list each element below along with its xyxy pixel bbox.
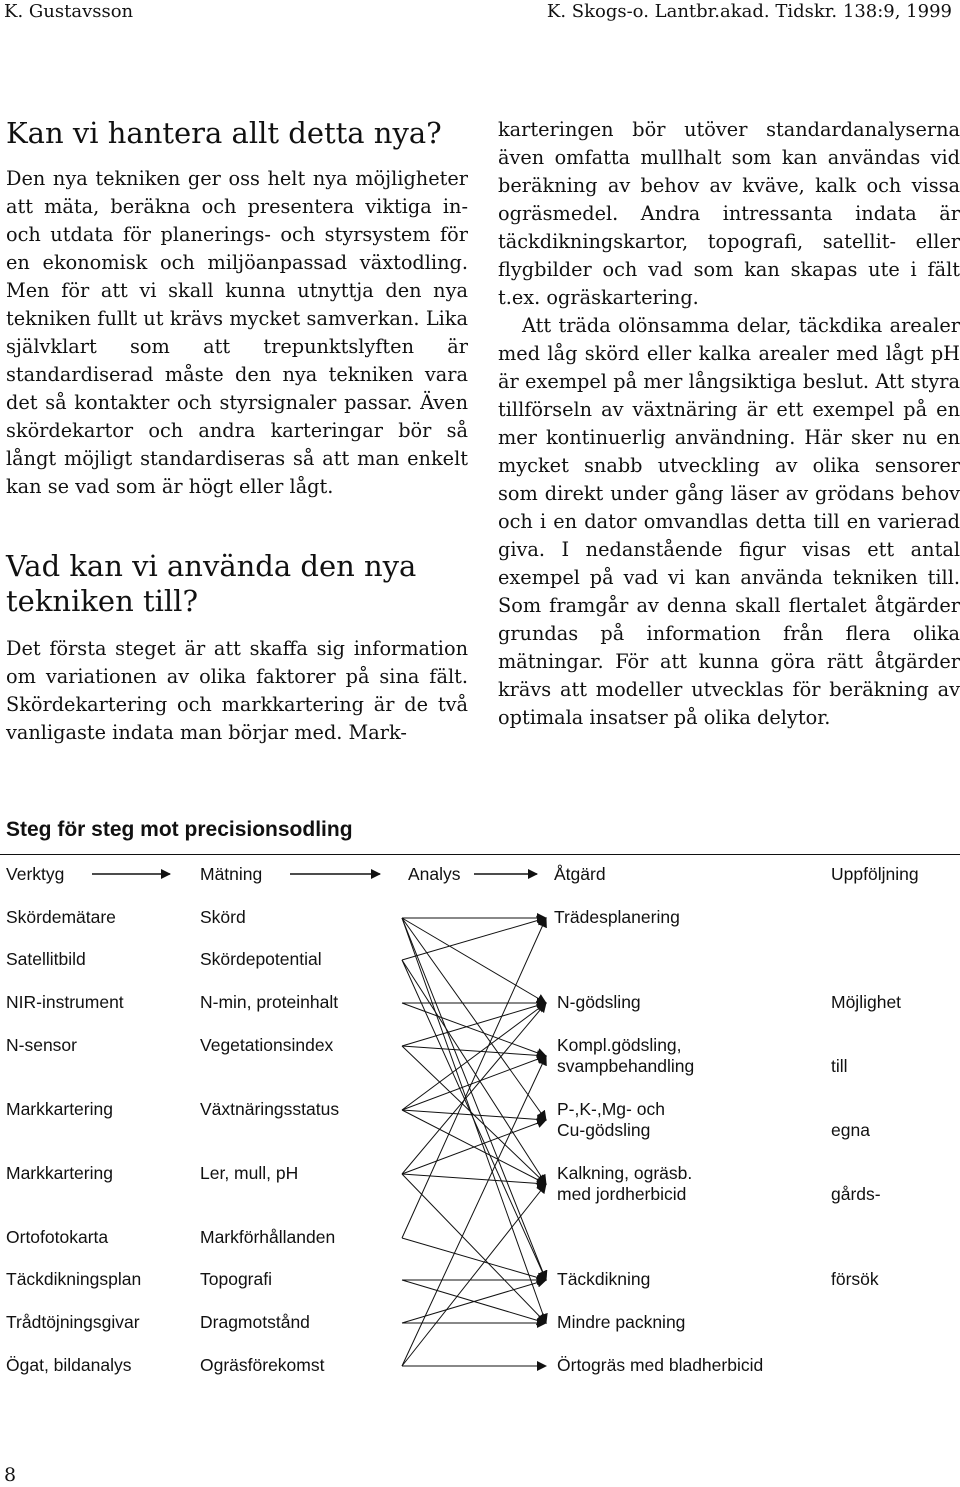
measurement-label: Topografi xyxy=(200,1269,272,1289)
connection-arrow xyxy=(402,1003,546,1174)
measurement-label: Skörd xyxy=(200,907,246,927)
action-label-continued: svampbehandling xyxy=(557,1056,695,1076)
connection-arrow xyxy=(402,1003,546,1056)
connection-arrow xyxy=(402,1174,546,1184)
measurement-label: Markförhållanden xyxy=(200,1227,336,1247)
connection-arrow xyxy=(402,918,546,960)
column-header-action: Åtgärd xyxy=(554,864,606,884)
right-text-column xyxy=(498,116,960,732)
left-text-column xyxy=(6,116,468,747)
measurement-label: N-min, proteinhalt xyxy=(200,992,339,1012)
followup-label: försök xyxy=(831,1269,879,1289)
connection-arrow xyxy=(402,1110,546,1184)
connection-arrow xyxy=(402,918,546,1323)
connection-arrow xyxy=(402,1003,546,1046)
running-header-author: K. Gustavsson xyxy=(4,1,134,22)
running-header-journal: K. Skogs-o. Lantbr.akad. Tidskr. 138:9, 1999 xyxy=(546,1,952,22)
action-label: Trädesplanering xyxy=(554,907,680,927)
measurement-label: Skördepotential xyxy=(200,949,322,969)
connection-arrow xyxy=(402,1238,546,1280)
paragraph-first-step: Det första steget är att skaffa sig information om variationen av olika faktorer på sina fält. Skördekartering och markkartering är de två vanligaste indata man börjar med. Mark- xyxy=(6,637,468,744)
action-label: Mindre packning xyxy=(557,1312,686,1332)
action-label: P-,K-,Mg- och xyxy=(557,1099,665,1119)
connection-arrow xyxy=(402,918,546,1003)
tool-label: Markkartering xyxy=(6,1099,113,1119)
connection-arrow xyxy=(402,918,546,1120)
connection-arrow xyxy=(402,1174,546,1323)
action-label: Kalkning, ogräsb. xyxy=(557,1163,693,1183)
tool-label: Ortofotokarta xyxy=(6,1227,109,1247)
tool-label: Ögat, bildanalys xyxy=(6,1355,132,1375)
connection-arrow xyxy=(402,1110,546,1120)
followup-label: gårds- xyxy=(831,1184,881,1204)
tool-label: Markkartering xyxy=(6,1163,113,1183)
connection-arrow xyxy=(402,960,546,1280)
connection-arrow xyxy=(402,1280,546,1323)
column-header-measurement: Mätning xyxy=(200,864,263,884)
tool-label: Trådtöjningsgivar xyxy=(6,1312,140,1332)
tool-label: N-sensor xyxy=(6,1035,77,1055)
connection-arrow xyxy=(402,1056,546,1110)
followup-label: Möjlighet xyxy=(831,992,902,1012)
action-label-continued: Cu-gödsling xyxy=(557,1120,651,1140)
column-header-followup: Uppföljning xyxy=(831,864,919,884)
action-label: Kompl.gödsling, xyxy=(557,1035,682,1055)
connection-arrow xyxy=(402,1046,546,1056)
connection-arrow xyxy=(402,918,546,1280)
paragraph-soil-mapping: karteringen bör utöver standardanalyserna även omfatta mullhalt som kan användas vid beräkning av behov av kväve, kalk och vissa ogräsmedel. Andra intressanta indata är täckdikningskartor, topografi, satellit- eller flygbilder och vad som kan skapas ute i fält t.ex. ogräskartering. xyxy=(498,118,960,309)
connection-arrow xyxy=(402,1003,546,1110)
connection-arrow xyxy=(402,960,546,1184)
tool-label: Skördemätare xyxy=(6,907,116,927)
followup-label: egna xyxy=(831,1120,870,1140)
measurement-label: Växtnäringsstatus xyxy=(200,1099,340,1119)
connection-arrow xyxy=(402,1056,546,1366)
analysis-connections xyxy=(402,918,546,1366)
measurement-label: Ler, mull, pH xyxy=(200,1163,299,1183)
measurement-label: Ogräsförekomst xyxy=(200,1355,325,1375)
figure-title: Steg för steg mot precisionsodling xyxy=(6,818,353,841)
section-heading-handle-new: Kan vi hantera allt detta nya? xyxy=(6,116,442,150)
paragraph-handle-new: Den nya tekniken ger oss helt nya möjligheter att mäta, beräkna och presentera viktiga in- och utdata för planerings- och styrsystem för en ekonomisk och miljöanpassad växtodling. Men för att vi skall kunna utnyttja den nya tekniken fullt ut krävs mycket samverkan. Lika självklart som att trepunktslyften är standardiserad måste den nya tekniken vara det så kontakter och styrsignaler passar. Även skördekartor och andra karteringar bör så långt möjligt standardiseras så att man enkelt kan se vad som är högt eller lågt. xyxy=(6,167,468,498)
column-header-tools: Verktyg xyxy=(6,864,65,884)
measurement-label: Vegetationsindex xyxy=(200,1035,334,1055)
tool-label: Satellitbild xyxy=(6,949,86,969)
connection-arrow xyxy=(402,1184,546,1366)
measurement-label: Dragmotstånd xyxy=(200,1312,310,1332)
page-number: 8 xyxy=(4,1464,17,1486)
paragraph-long-term-decisions: Att träda olönsamma delar, täckdika arealer med låg skörd eller kalka arealer med lågt pH är exempel på mer långsiktiga beslut. Att styra tillförseln av växtnäring är ett exempel på en mer kontinuerlig användning. Här sker nu en mycket snabb utveckling av olika sensorer som direkt under gång läser av grödans behov och i en dator omvandlas detta till en varierad giva. I nedanstående figur visas ett antal exempel på vad vi kan använda tekniken till. Som framgår av denna skall flertalet åtgärder grundas på information från flera olika mätningar. För att kunna göra rätt åtgärder krävs att modeller utvecklas för beräkning av optimala insatser på olika delytor. xyxy=(498,314,960,729)
action-label: N-gödsling xyxy=(557,992,641,1012)
connection-arrow xyxy=(402,1120,546,1174)
action-label-continued: med jordherbicid xyxy=(557,1184,687,1204)
tool-label: Täckdikningsplan xyxy=(6,1269,142,1289)
connection-arrow xyxy=(402,1280,546,1323)
section-heading-uses: Vad kan vi använda den nya tekniken till? xyxy=(6,549,417,618)
column-header-analysis: Analys xyxy=(408,864,461,884)
connection-arrow xyxy=(402,1046,546,1184)
followup-label: till xyxy=(831,1056,848,1076)
action-label: Örtogräs med bladherbicid xyxy=(557,1355,764,1375)
tool-label: NIR-instrument xyxy=(6,992,124,1012)
figure-divider xyxy=(0,854,960,855)
action-label: Täckdikning xyxy=(557,1269,651,1289)
connection-arrow xyxy=(402,918,546,1238)
